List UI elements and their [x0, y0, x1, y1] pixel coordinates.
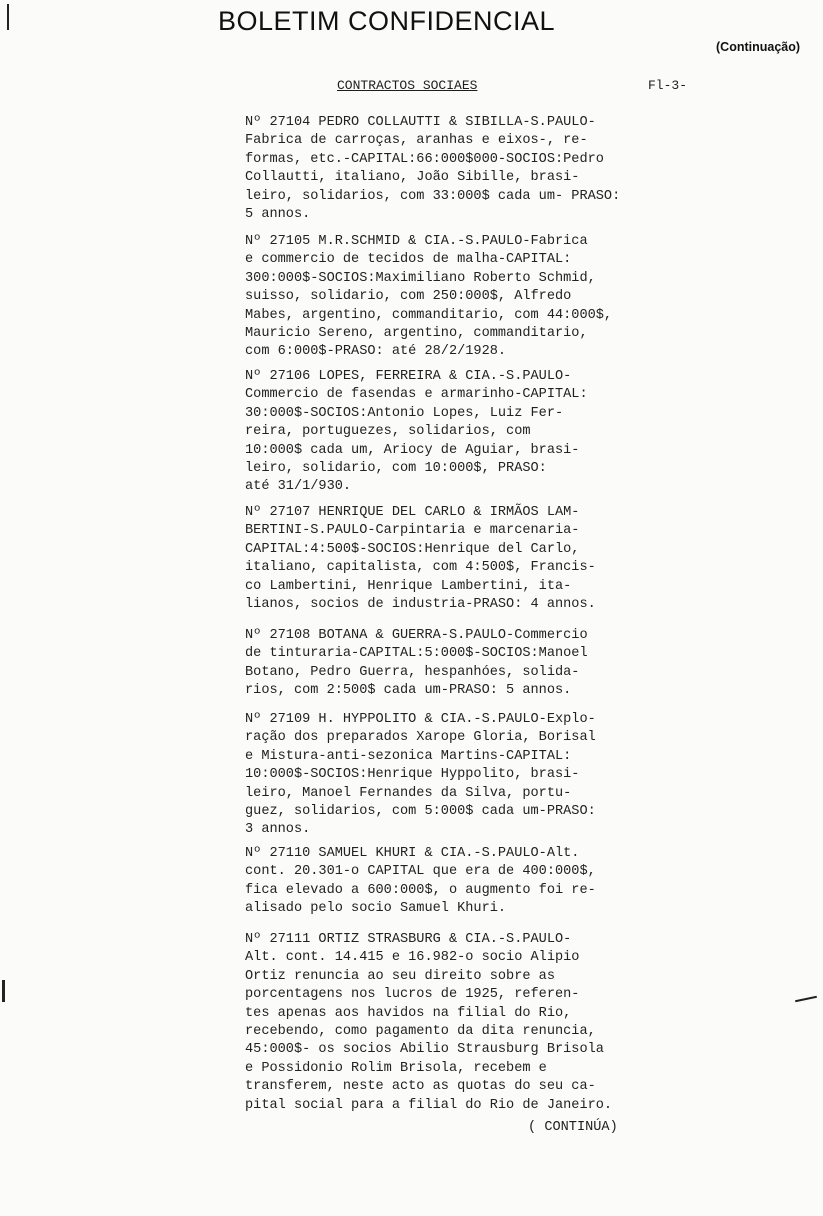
entry-line: CAPITAL:4:500$-SOCIOS:Henrique del Carlo, [245, 541, 580, 557]
entry-line: Nº 27106 LOPES, FERREIRA & CIA.-S.PAULO- [245, 369, 572, 384]
continues-label: ( CONTINÚA) [528, 1120, 618, 1135]
entry-line: Nº 27104 PEDRO COLLAUTTI & SIBILLA-S.PAULO- [245, 115, 596, 130]
entry-line: Nº 27105 M.R.SCHMID & CIA.-S.PAULO-Fabrica [245, 234, 588, 249]
entry-line: Fabrica de carroças, aranhas e eixos-, re- [245, 133, 588, 149]
contract-entry [245, 504, 596, 614]
entry-line: leiro, solidarios, com 33:000$ cada um- PRASO: [245, 188, 621, 204]
margin-mark-right [795, 996, 817, 1003]
entry-line: 300:000$-SOCIOS:Maximiliano Roberto Schmid, [245, 270, 596, 286]
contract-entry [245, 233, 612, 362]
entry-line: alisado pelo socio Samuel Khuri. [245, 901, 507, 917]
entry-line: ração dos preparados Xarope Gloria, Borisal [245, 730, 596, 746]
entry-line: co Lambertini, Henrique Lambertini, ita- [245, 578, 572, 594]
entry-line: pital social para a filial do Rio de Janeiro. [245, 1097, 613, 1113]
entry-line: Nº 27111 ORTIZ STRASBURG & CIA.-S.PAULO- [245, 932, 572, 947]
entry-line: BERTINI-S.PAULO-Carpintaria e marcenaria- [245, 523, 580, 539]
entry-line: rios, com 2:500$ cada um-PRASO: 5 annos. [245, 683, 572, 699]
entry-line: Botano, Pedro Guerra, hespanhóes, solida- [245, 664, 580, 680]
entry-line: e commercio de tecidos de malha-CAPITAL: [245, 252, 572, 268]
entry-line: Mabes, argentino, commanditario, com 44:000$, [245, 307, 613, 323]
entry-line: Collautti, italiano, João Sibille, brasi- [245, 170, 580, 186]
entry-line: 10:000$ cada um, Ariocy de Aguiar, brasi- [245, 442, 580, 458]
entry-line: tes apenas aos havidos na filial do Rio, [245, 1005, 572, 1021]
entry-line: 45:000$- os socios Abilio Strausburg Brisola [245, 1042, 604, 1058]
entry-line: lianos, socios de industria-PRASO: 4 annos. [245, 597, 596, 613]
entry-line: Alt. cont. 14.415 e 16.982-o socio Alipio [245, 950, 580, 966]
entry-line: leiro, solidario, com 10:000$, PRASO: [245, 461, 547, 477]
entry-line: Nº 27107 HENRIQUE DEL CARLO & IRMÃOS LAM- [245, 505, 580, 520]
entry-line: Commercio de fasendas e armarinho-CAPITAL: [245, 387, 588, 403]
entry-line: 10:000$-SOCIOS:Henrique Hyppolito, brasi- [245, 767, 580, 783]
entry-line: recebendo, como pagamento da dita renuncia, [245, 1024, 596, 1040]
contract-entry [245, 627, 588, 701]
entry-line: e Mistura-anti-sezonica Martins-CAPITAL: [245, 748, 572, 764]
entry-line: Mauricio Sereno, argentino, commanditario, [245, 326, 588, 342]
entry-line: de tinturaria-CAPITAL:5:000$-SOCIOS:Manoel [245, 646, 588, 662]
contract-entry [245, 711, 596, 840]
entry-line: formas, etc.-CAPITAL:66:000$000-SOCIOS:Pedro [245, 151, 604, 167]
entry-line: e Possidonio Rolim Brisola, recebem e [245, 1060, 547, 1076]
entry-line: porcentagens nos lucros de 1925, referen- [245, 987, 580, 1003]
continuation-label: (Continuação) [716, 40, 801, 54]
entry-line: fica elevado a 600:000$, o augmento foi re- [245, 882, 596, 898]
contract-entry [245, 368, 588, 497]
contract-entry [245, 114, 620, 224]
entry-line: com 6:000$-PRASO: até 28/2/1928. [245, 344, 507, 360]
entry-line: Ortiz renuncia ao seu direito sobre as [245, 968, 555, 984]
entry-line: 5 annos. [245, 207, 311, 223]
entry-line: guez, solidarios, com 5:000$ cada um-PRASO: [245, 804, 596, 820]
section-title: CONTRACTOS SOCIAES [337, 78, 478, 93]
folio-number: Fl-3- [648, 78, 688, 93]
contract-entry [245, 845, 596, 919]
entry-line: transferem, neste acto as quotas do seu ca- [245, 1079, 596, 1095]
entry-line: cont. 20.301-o CAPITAL que era de 400:000$, [245, 864, 596, 880]
entry-line: 30:000$-SOCIOS:Antonio Lopes, Luiz Fer- [245, 405, 564, 421]
entry-line: Nº 27110 SAMUEL KHURI & CIA.-S.PAULO-Alt. [245, 846, 580, 861]
bulletin-title: BOLETIM CONFIDENCIAL [218, 6, 556, 36]
entry-line: Nº 27109 H. HYPPOLITO & CIA.-S.PAULO-Explo- [245, 712, 596, 727]
entry-line: leiro, Manoel Fernandes da Silva, portu- [245, 785, 572, 801]
entry-line: Nº 27108 BOTANA & GUERRA-S.PAULO-Commercio [245, 628, 588, 643]
entry-line: 3 annos. [245, 822, 311, 838]
entry-line: italiano, capitalista, com 4:500$, Francis- [245, 560, 596, 576]
contract-entry [245, 931, 612, 1115]
entry-line: reira, portuguezes, solidarios, com [245, 424, 531, 440]
margin-mark-top-left [7, 4, 9, 30]
entry-line: até 31/1/930. [245, 479, 352, 495]
entry-line: suisso, solidario, com 250:000$, Alfredo [245, 289, 572, 305]
margin-mark-left [2, 980, 5, 1002]
